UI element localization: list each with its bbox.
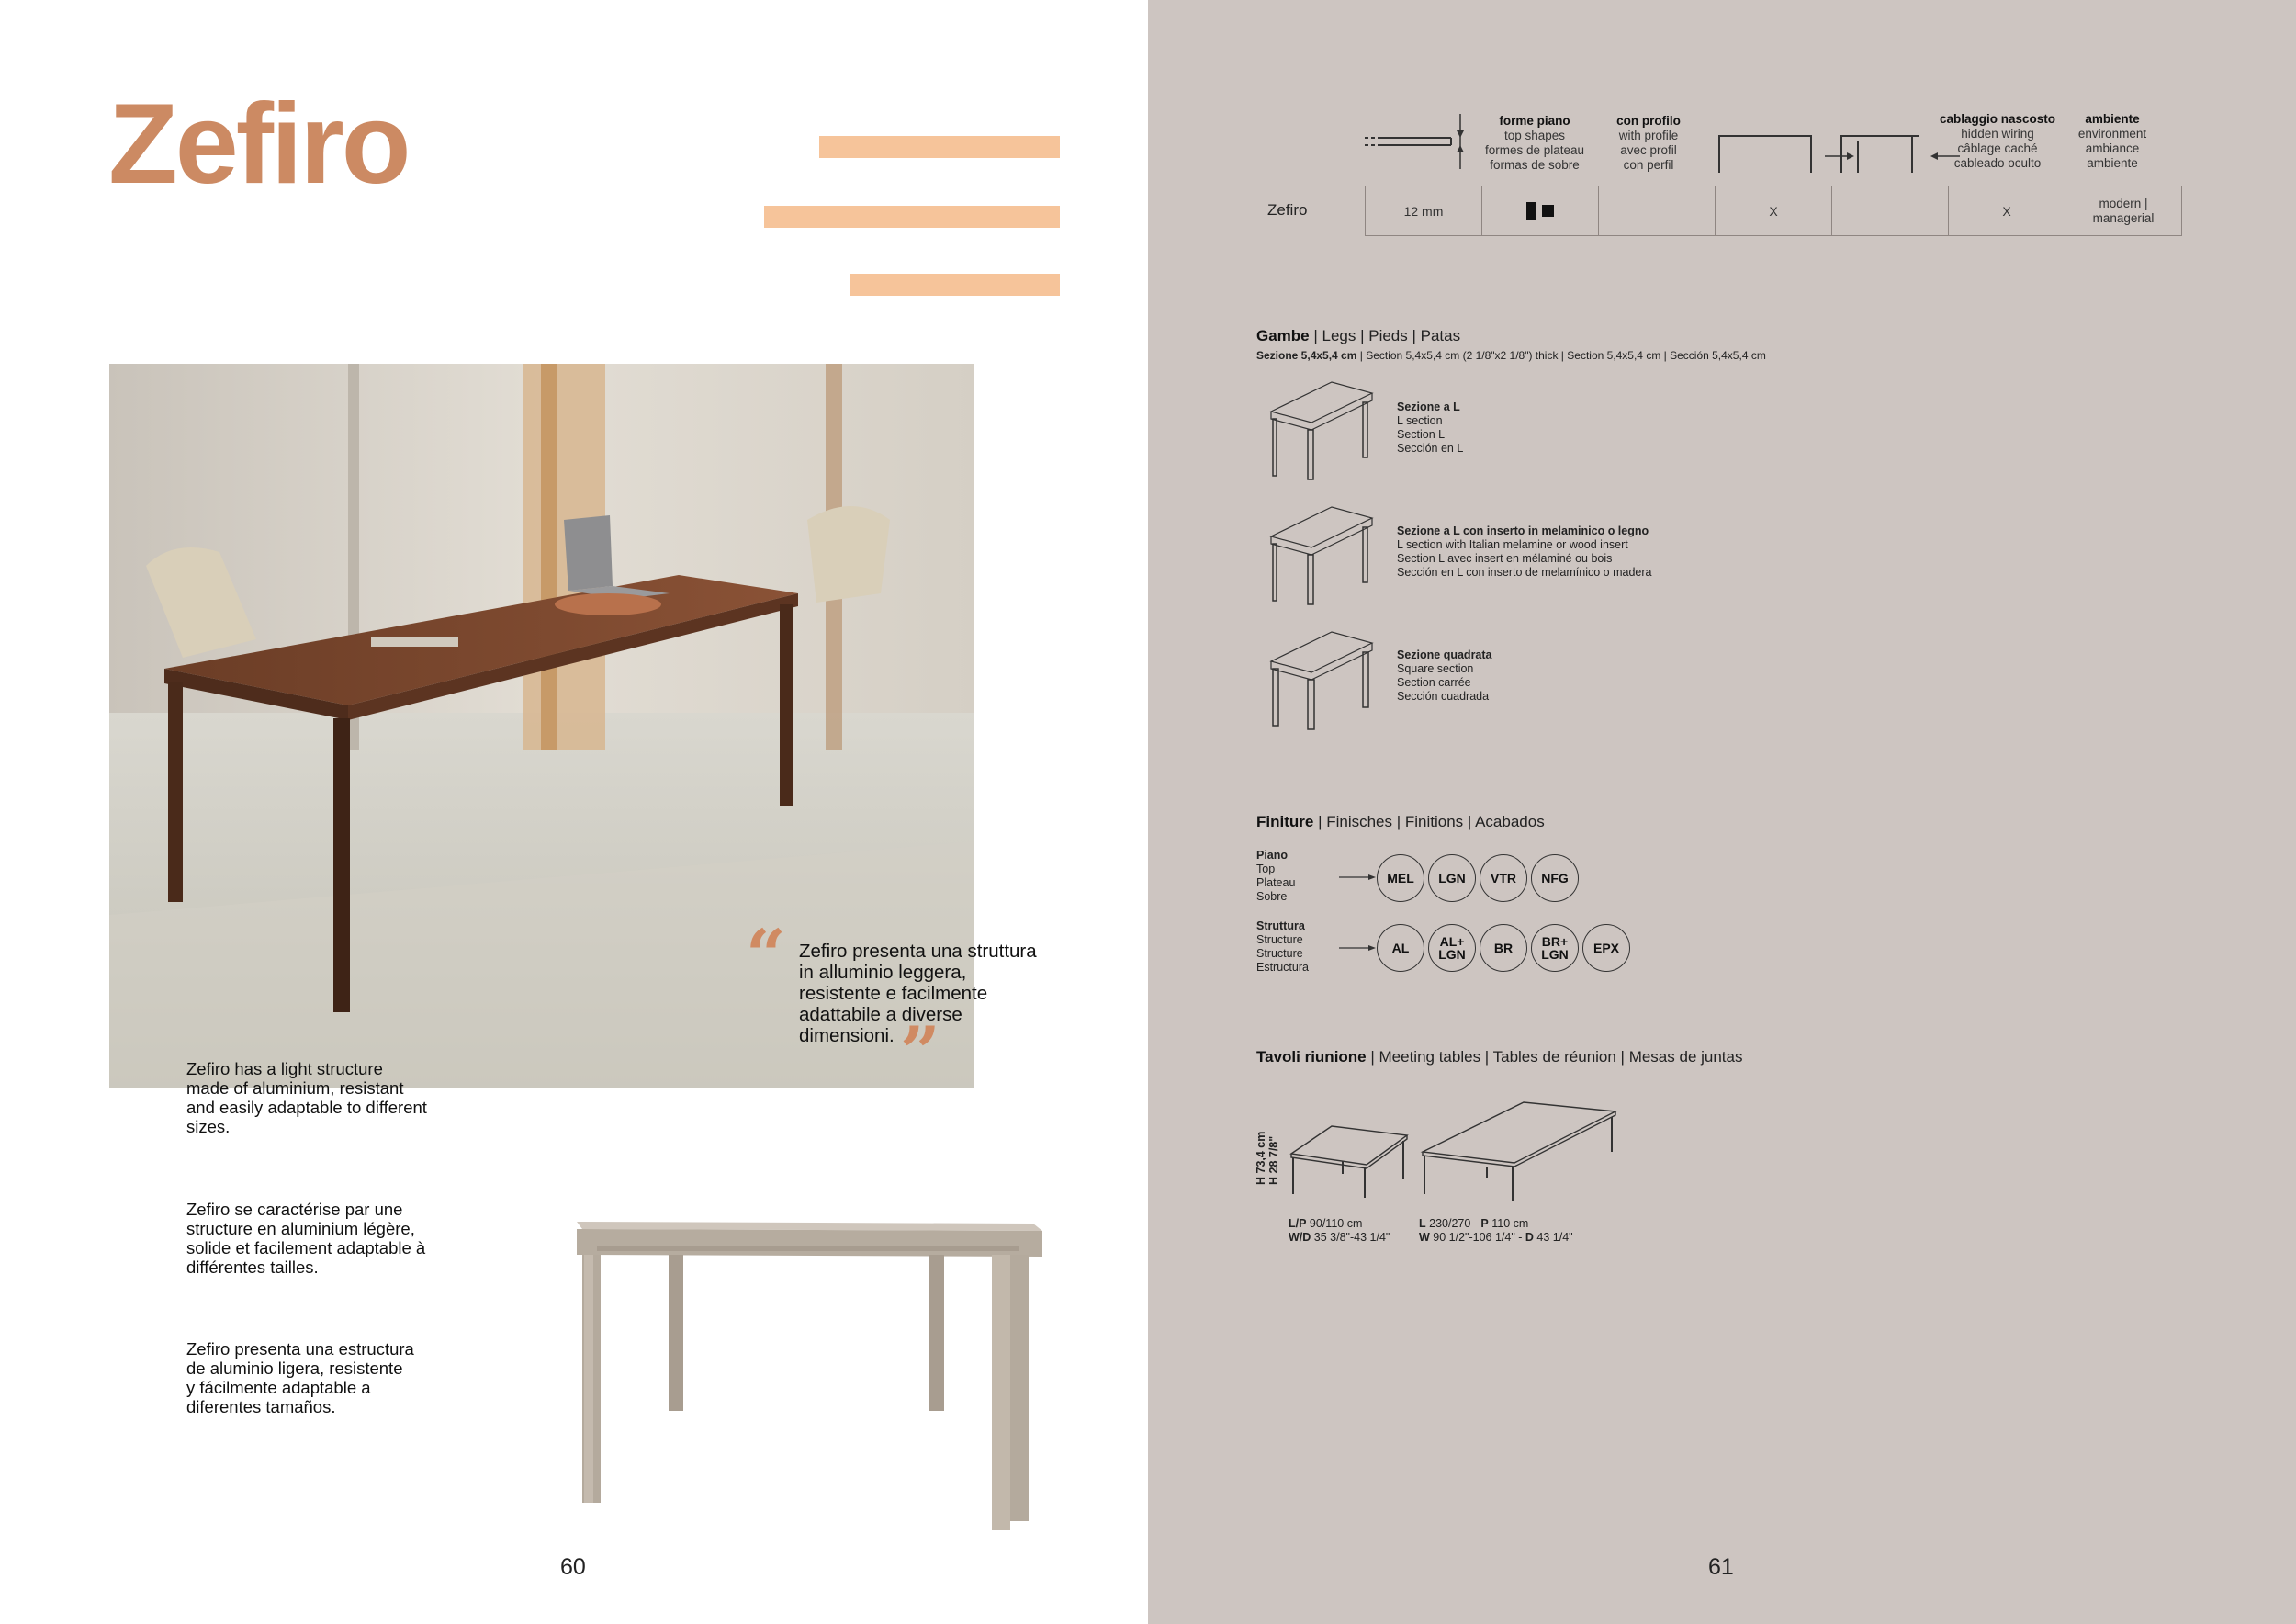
rectangle-section-icon <box>1526 202 1536 220</box>
dim-label: P <box>1480 1217 1489 1230</box>
dim-value: 110 cm <box>1488 1217 1529 1230</box>
table-row <box>1366 186 2182 236</box>
header-line: ambiance <box>2085 141 2140 155</box>
legs-heading-bold: Gambe <box>1256 327 1310 344</box>
header-line: with profile <box>1618 129 1679 142</box>
leg-option-title: Sezione a L con inserto in melaminico o legno <box>1397 524 1649 537</box>
small-table-dimensions <box>1289 1217 1390 1245</box>
meeting-heading-bold: Tavoli riunione <box>1256 1048 1367 1066</box>
quote-line: adattabile a diverse <box>799 1004 962 1025</box>
quote-open-icon: “ <box>746 914 786 996</box>
header-title: forme piano <box>1499 114 1570 128</box>
finish-code-lgn: LGN <box>1428 854 1476 902</box>
header-line: environment <box>2077 127 2147 141</box>
leg-option-line: L section <box>1397 414 1443 427</box>
highlight-ever-green <box>764 206 1060 228</box>
leg-option-line: Section L avec insert en mélaminé ou bois <box>1397 552 1613 565</box>
leg-option-line: Square section <box>1397 662 1474 675</box>
dim-label: W <box>1419 1231 1430 1244</box>
finish-label-line: Structure <box>1256 933 1303 946</box>
dim-label: D <box>1525 1231 1534 1244</box>
leg-option-line: Section carrée <box>1397 676 1471 689</box>
page-number-right: 61 <box>1708 1554 1734 1580</box>
highlight-classic <box>850 274 1060 296</box>
quote-line: resistente e facilmente <box>799 983 988 1004</box>
finish-code-vtr: VTR <box>1480 854 1527 902</box>
finish-top-label <box>1256 849 1295 904</box>
x-cell: X <box>1716 186 1832 236</box>
table-render-illustration <box>569 1212 1047 1534</box>
product-render <box>569 1212 1047 1534</box>
square-section-icon <box>1542 205 1554 217</box>
header-line: formas de sobre <box>1490 158 1580 172</box>
ambience-cell <box>2065 186 2182 236</box>
finish-label-line: Structure <box>1256 947 1303 960</box>
finishes-heading-rest: | Finisches | Finitions | Acabados <box>1313 813 1545 830</box>
para-line: Zefiro presenta una estructura <box>186 1339 414 1359</box>
leg-option-l-section-insert <box>1397 524 1651 580</box>
leg-option-title: Sezione a L <box>1397 400 1460 413</box>
finish-label-line: Sobre <box>1256 890 1288 903</box>
leg-option-line: Section L <box>1397 428 1446 441</box>
description-es <box>186 1339 414 1416</box>
l-section-insert-leg-diagram <box>1267 503 1378 606</box>
legs-subheading <box>1256 349 1766 362</box>
leg-option-title: Sezione quadrata <box>1397 648 1492 661</box>
para-line: made of aluminium, resistant <box>186 1078 404 1098</box>
profile-edge-diagram <box>1717 132 1813 175</box>
meeting-heading <box>1256 1048 1742 1066</box>
legs-sub-rest: | Section 5,4x5,4 cm (2 1/8"x2 1/8") thick | Section 5,4x5,4 cm | Sección 5,4x5,4 cm <box>1356 349 1766 362</box>
finish-code-mel: MEL <box>1377 854 1424 902</box>
quote-line: Zefiro presenta una struttura <box>799 941 1037 962</box>
finishes-heading-bold: Finiture <box>1256 813 1314 830</box>
finish-code-br: BR <box>1480 924 1527 972</box>
meeting-height-label <box>1255 1121 1280 1185</box>
quote-close-icon: ” <box>900 1011 940 1093</box>
spec-row-name: Zefiro <box>1267 201 1308 219</box>
leg-option-l-section <box>1397 400 1463 456</box>
arrow-right-icon <box>1339 943 1376 953</box>
finish-code-al-lgn: AL+ LGN <box>1428 924 1476 972</box>
leg-option-line: Sección en L con inserto de melamínico o madera <box>1397 566 1652 579</box>
large-table-dimensions <box>1419 1217 1573 1245</box>
legs-heading <box>1256 327 1460 345</box>
dim-value: 230/270 - <box>1425 1217 1481 1230</box>
header-title: ambiente <box>2085 112 2140 126</box>
header-hidden-wiring <box>1929 112 2066 171</box>
empty-cell <box>1832 186 1949 236</box>
header-line: formes de plateau <box>1484 143 1585 157</box>
small-meeting-table-diagram <box>1286 1121 1414 1200</box>
para-line: solide et facilement adaptable à <box>186 1238 426 1257</box>
product-title: Zefiro <box>108 81 409 208</box>
finish-label-title: Piano <box>1256 849 1289 862</box>
finish-code-nfg: NFG <box>1531 854 1579 902</box>
para-line: sizes. <box>186 1117 231 1136</box>
arrow-right-icon <box>1339 873 1376 882</box>
dim-value: 90 1/2"-106 1/4" - <box>1429 1231 1525 1244</box>
header-line: top shapes <box>1503 129 1566 142</box>
quote-line: dimensioni. <box>799 1025 895 1046</box>
para-line: Zefiro se caractérise par une <box>186 1200 403 1219</box>
top-shape-diagram <box>1363 110 1473 176</box>
finish-code-epx: EPX <box>1582 924 1630 972</box>
spec-table <box>1365 186 2182 236</box>
legs-heading-rest: | Legs | Pieds | Patas <box>1309 327 1461 344</box>
header-line: ambiente <box>2087 156 2138 170</box>
dim-label: L <box>1419 1217 1426 1230</box>
finish-code-br-lgn: BR+ LGN <box>1531 924 1579 972</box>
l-section-leg-diagram <box>1267 378 1378 481</box>
height-cm: H 73,4 cm <box>1255 1131 1267 1185</box>
square-section-leg-diagram <box>1267 628 1378 731</box>
para-line: and easily adaptable to different <box>186 1098 427 1117</box>
header-profile <box>1593 114 1704 173</box>
para-line: structure en aluminium légère, <box>186 1219 415 1238</box>
finish-label-line: Estructura <box>1256 961 1309 974</box>
empty-cell <box>1599 186 1716 236</box>
header-ambience <box>2066 112 2158 171</box>
leg-option-square-section <box>1397 648 1492 704</box>
description-en <box>186 1059 427 1136</box>
para-line: de aluminio ligera, resistente <box>186 1359 403 1378</box>
header-line: hidden wiring <box>1961 127 2034 141</box>
ambience-line: modern | <box>2099 196 2148 210</box>
para-line: diferentes tamaños. <box>186 1397 336 1416</box>
leg-section-cell <box>1482 186 1599 236</box>
meeting-heading-rest: | Meeting tables | Tables de réunion | Mesas de juntas <box>1366 1048 1743 1066</box>
description-fr <box>186 1200 425 1277</box>
highlight-durable <box>819 136 1060 158</box>
height-in: H 28 7/8" <box>1267 1135 1280 1185</box>
para-line: Zefiro has a light structure <box>186 1059 383 1078</box>
header-title: con profilo <box>1616 114 1681 128</box>
finish-label-line: Top <box>1256 863 1276 875</box>
finish-label-title: Struttura <box>1256 919 1305 932</box>
finish-label-line: Plateau <box>1256 876 1296 889</box>
header-line: câblage caché <box>1957 141 2038 155</box>
legs-sub-bold: Sezione 5,4x5,4 cm <box>1256 349 1357 362</box>
dim-label: W/D <box>1289 1231 1311 1244</box>
header-line: avec profil <box>1620 143 1677 157</box>
finish-structure-label <box>1256 919 1309 975</box>
x-cell: X <box>1949 186 2065 236</box>
header-line: con perfil <box>1623 158 1674 172</box>
finish-code-al: AL <box>1377 924 1424 972</box>
dim-value: 43 1/4" <box>1533 1231 1573 1244</box>
large-meeting-table-diagram <box>1419 1099 1621 1203</box>
ambience-line: managerial <box>2092 210 2155 225</box>
quote-line: in alluminio leggera, <box>799 962 967 983</box>
leg-option-line: L section with Italian melamine or wood insert <box>1397 538 1628 551</box>
dim-value: 90/110 cm <box>1306 1217 1363 1230</box>
right-page <box>1148 0 2296 1624</box>
header-top-shapes <box>1466 114 1604 173</box>
header-title: cablaggio nascosto <box>1939 112 2056 126</box>
header-line: cableado oculto <box>1953 156 2042 170</box>
para-line: y fácilmente adaptable a <box>186 1378 371 1397</box>
leg-option-line: Sección en L <box>1397 442 1464 455</box>
finishes-heading <box>1256 813 1545 831</box>
page-number-left: 60 <box>560 1554 586 1580</box>
dim-label: L/P <box>1289 1217 1307 1230</box>
para-line: différentes tailles. <box>186 1257 319 1277</box>
leg-option-line: Sección cuadrada <box>1397 690 1490 703</box>
dim-value: 35 3/8"-43 1/4" <box>1311 1231 1390 1244</box>
thickness-cell: 12 mm <box>1366 186 1482 236</box>
